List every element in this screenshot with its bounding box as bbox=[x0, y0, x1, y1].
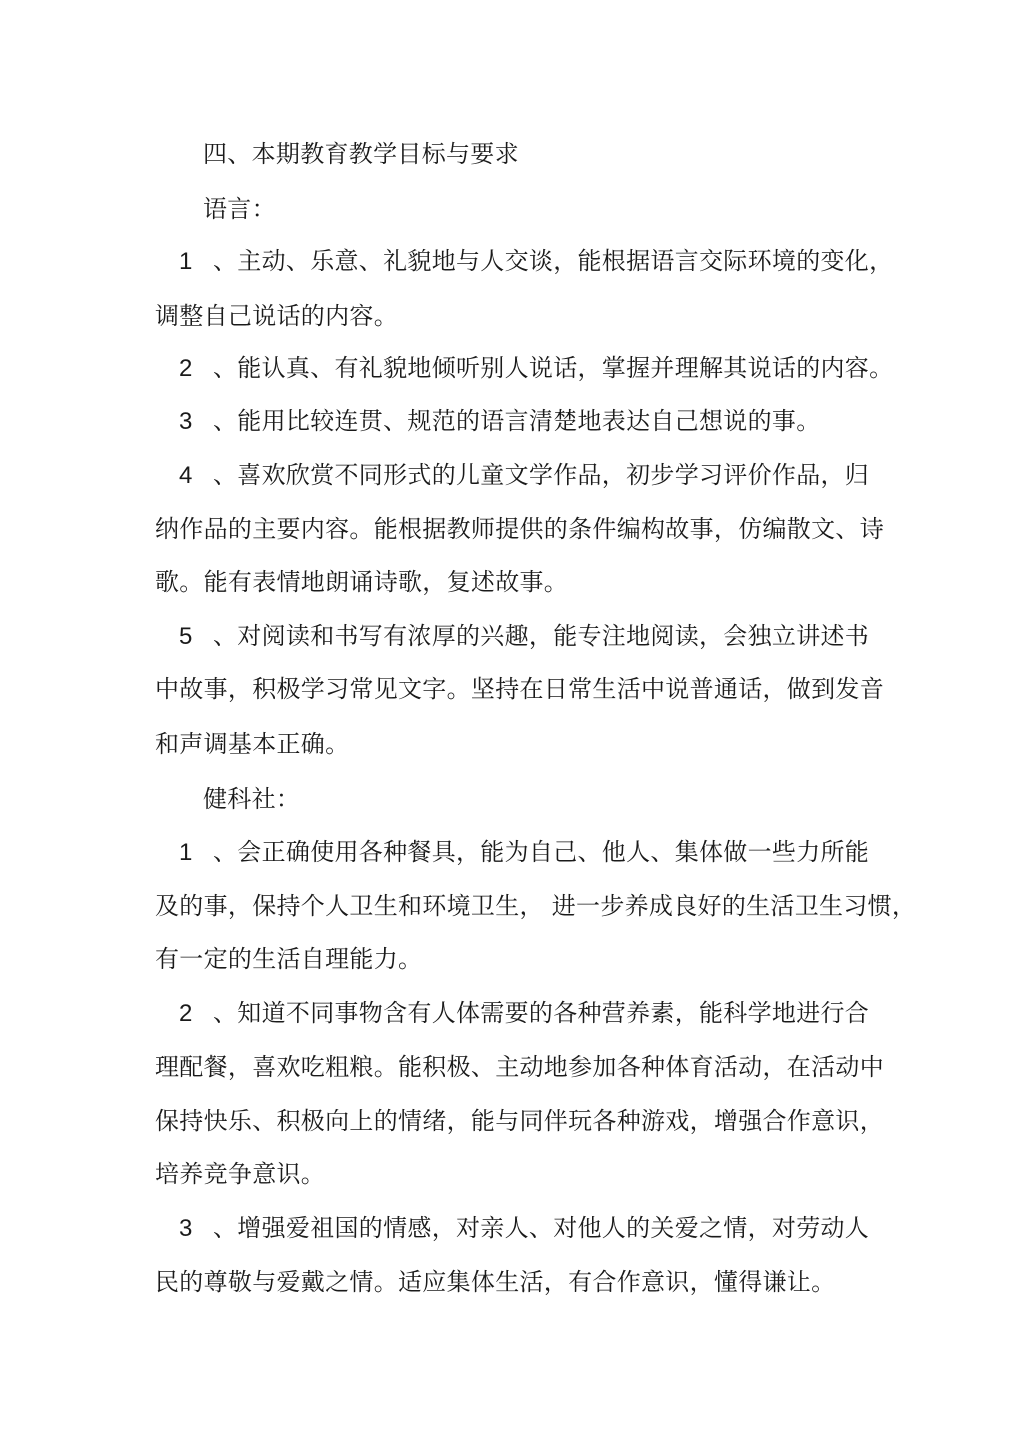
language-item-4-line-3: 歌。能有表情地朗诵诗歌，复述故事。 bbox=[155, 568, 569, 596]
language-item-3-line-1 bbox=[155, 406, 821, 437]
health-item-1-line-1 bbox=[155, 837, 869, 868]
item-text: 、会正确使用各种餐具，能为自己、他人、集体做一些力所能 bbox=[213, 838, 870, 866]
item-text: 、主动、乐意、礼貌地与人交谈，能根据语言交际环境的变化， bbox=[213, 247, 894, 275]
item-number: 2 bbox=[179, 355, 193, 382]
health-item-2-line-3: 保持快乐、积极向上的情绪，能与同伴玩各种游戏，增强合作意识， bbox=[155, 1107, 884, 1135]
health-item-2-line-1 bbox=[155, 998, 869, 1029]
item-number: 2 bbox=[179, 1000, 193, 1027]
language-item-4-line-1 bbox=[155, 460, 869, 491]
section-heading: 四、本期教育教学目标与要求 bbox=[203, 140, 519, 168]
item-text: 、对阅读和书写有浓厚的兴趣，能专注地阅读，会独立讲述书 bbox=[213, 622, 870, 650]
health-item-2-line-4: 培养竞争意识。 bbox=[155, 1160, 326, 1188]
language-item-1-line-1 bbox=[155, 246, 893, 277]
language-item-4-line-2: 纳作品的主要内容。能根据教师提供的条件编构故事，仿编散文、诗 bbox=[155, 515, 884, 543]
language-item-2-line-1 bbox=[155, 353, 893, 384]
item-number: 3 bbox=[179, 408, 193, 435]
section-title-health: 健科社： bbox=[203, 785, 301, 813]
item-number: 4 bbox=[179, 462, 193, 489]
item-text: 、能用比较连贯、规范的语言清楚地表达自己想说的事。 bbox=[213, 407, 821, 435]
item-number: 5 bbox=[179, 623, 193, 650]
language-item-5-line-1 bbox=[155, 621, 869, 652]
language-item-5-line-2: 中故事，积极学习常见文字。坚持在日常生活中说普通话，做到发音 bbox=[155, 675, 884, 703]
health-item-3-line-1 bbox=[155, 1213, 869, 1244]
health-item-1-line-3: 有一定的生活自理能力。 bbox=[155, 945, 423, 973]
section-title-language: 语言： bbox=[203, 195, 276, 223]
item-text: 、能认真、有礼貌地倾听别人说话，掌握并理解其说话的内容。 bbox=[213, 354, 894, 382]
item-number: 3 bbox=[179, 1215, 193, 1242]
language-item-5-line-3: 和声调基本正确。 bbox=[155, 730, 350, 758]
item-text: 、知道不同事物含有人体需要的各种营养素，能科学地进行合 bbox=[213, 999, 870, 1027]
health-item-2-line-2: 理配餐，喜欢吃粗粮。能积极、主动地参加各种体育活动，在活动中 bbox=[155, 1053, 884, 1081]
item-number: 1 bbox=[179, 248, 193, 275]
item-text: 、喜欢欣赏不同形式的儿童文学作品，初步学习评价作品，归 bbox=[213, 461, 870, 489]
item-number: 1 bbox=[179, 839, 193, 866]
health-item-1-line-2: 及的事，保持个人卫生和环境卫生， 进一步养成良好的生活卫生习惯， bbox=[155, 892, 917, 920]
language-item-1-line-2: 调整自己说话的内容。 bbox=[155, 302, 398, 330]
health-item-3-line-2: 民的尊敬与爱戴之情。适应集体生活，有合作意识，懂得谦让。 bbox=[155, 1268, 836, 1296]
item-text: 、增强爱祖国的情感，对亲人、对他人的关爱之情，对劳动人 bbox=[213, 1214, 870, 1242]
